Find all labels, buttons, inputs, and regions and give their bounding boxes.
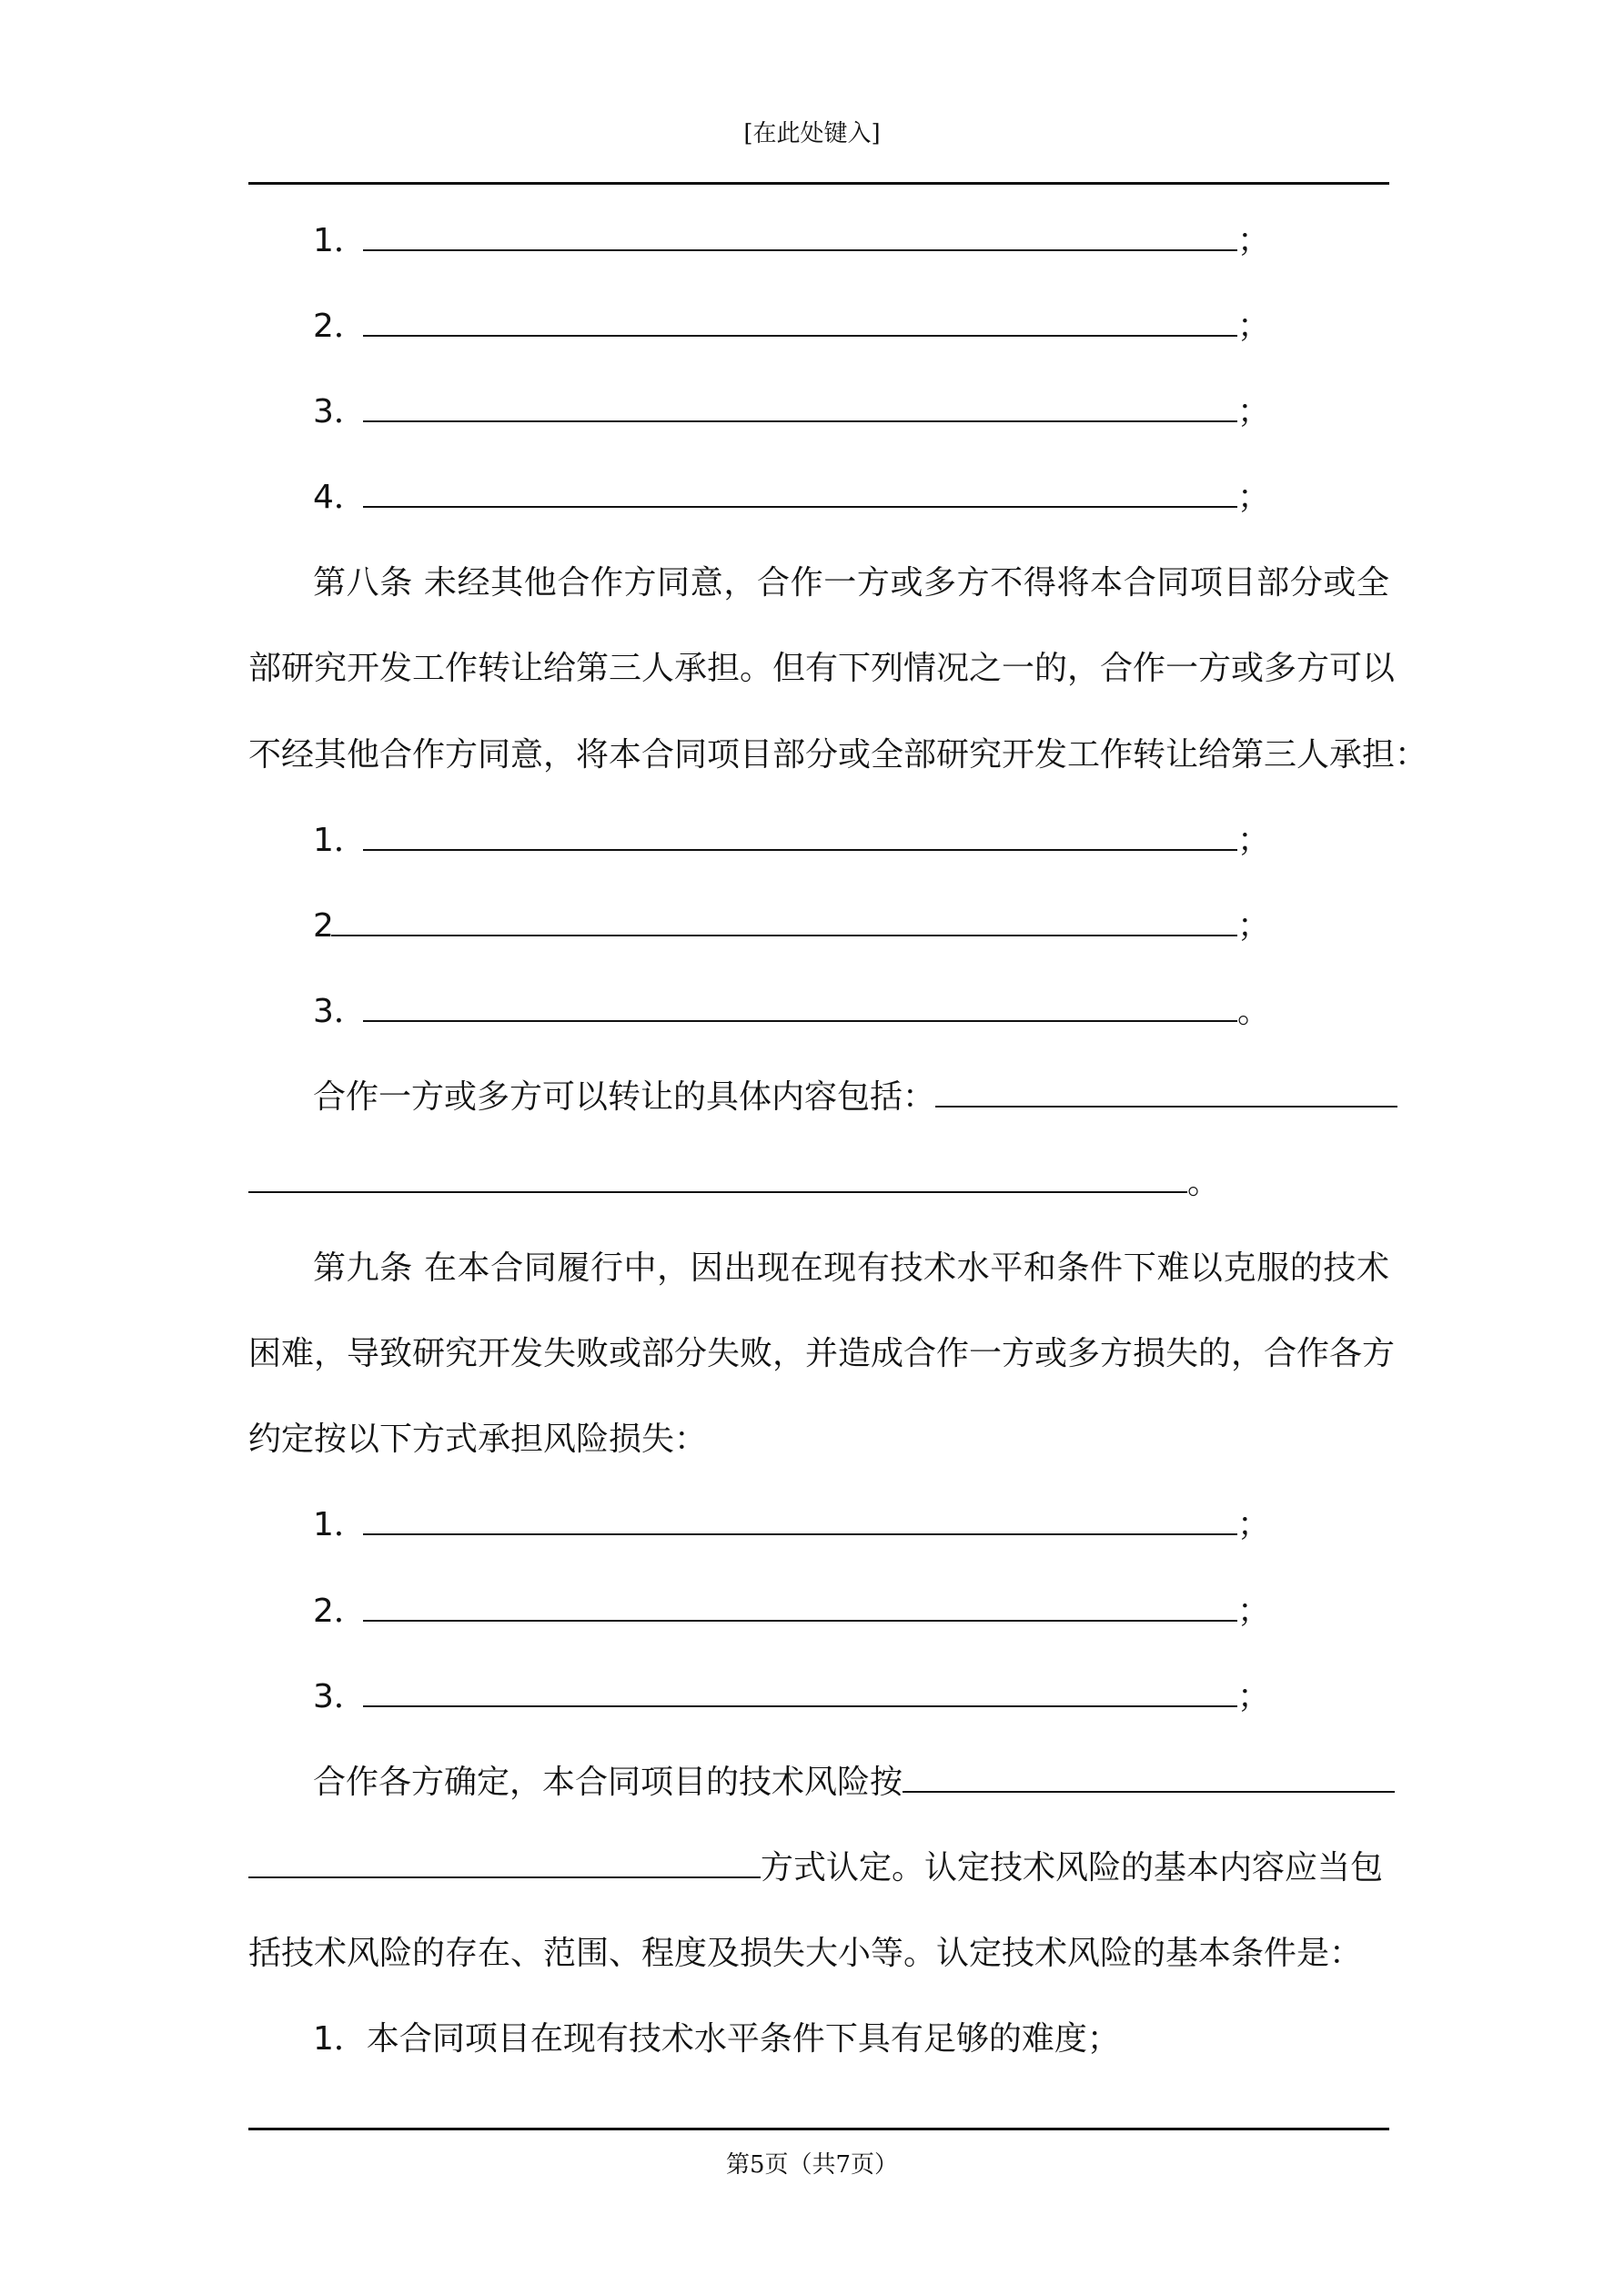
item-end-punct: ； <box>1237 479 1271 517</box>
list2-item <box>248 798 1389 884</box>
item-number: 1． <box>313 1506 367 1544</box>
item-end-punct: 。 <box>1237 992 1271 1030</box>
list2-item <box>248 884 1389 969</box>
risk-condition-1: 1．本合同项目在现有技术水平条件下具有足够的难度； <box>313 2019 1120 2058</box>
risk-line-2 <box>248 1826 1389 1911</box>
item-end-punct: ； <box>1237 393 1271 431</box>
list3-item <box>248 1654 1389 1740</box>
item-end-punct: ； <box>1237 906 1271 945</box>
page-footer: 第5页（共7页） <box>725 2151 899 2179</box>
item-number: 2． <box>313 1592 367 1630</box>
article-9-line-3: 约定按以下方式承担风险损失： <box>248 1421 708 1459</box>
item-number: 2． <box>313 308 367 346</box>
list1-item <box>248 198 1389 284</box>
list1-item <box>248 284 1389 369</box>
footer-rule <box>248 2128 1389 2130</box>
fill-in-blank[interactable] <box>363 308 1237 337</box>
list2-item <box>248 969 1389 1055</box>
item-end-punct: ； <box>1237 821 1271 859</box>
transfer-content-blank-2[interactable] <box>248 1164 1187 1193</box>
risk-line-1 <box>248 1740 1389 1826</box>
item-number: 4． <box>313 479 367 517</box>
article-8-line-1: 第八条 未经其他合作方同意，合作一方或多方不得将本合同项目部分或全 <box>313 564 1389 602</box>
item-end-punct: ； <box>1237 308 1271 346</box>
transfer-content-label: 合作一方或多方可以转让的具体内容包括： <box>313 1077 936 1116</box>
item-number: 2 <box>313 906 334 945</box>
item-end-punct: ； <box>1237 222 1271 259</box>
article-9-line-1: 第九条 在本合同履行中，因出现在现有技术水平和条件下难以克服的技术 <box>313 1249 1389 1288</box>
item-number: 3． <box>313 1677 367 1715</box>
list3-item <box>248 1569 1389 1654</box>
transfer-content-line <box>248 1055 1389 1140</box>
fill-in-blank[interactable] <box>363 993 1237 1022</box>
fill-in-blank[interactable] <box>363 393 1237 422</box>
risk-method-blank[interactable] <box>903 1764 1395 1793</box>
risk-label: 合作各方确定，本合同项目的技术风险按 <box>313 1763 903 1801</box>
list1-item <box>248 455 1389 541</box>
article-8-line-3: 不经其他合作方同意，将本合同项目部分或全部研究开发工作转让给第三人承担： <box>248 735 1428 774</box>
document-body <box>248 198 1428 2082</box>
item-end-punct: ； <box>1237 1592 1271 1630</box>
risk-text: 方式认定。认定技术风险的基本内容应当包 <box>761 1848 1384 1886</box>
fill-in-blank[interactable] <box>331 907 1237 936</box>
fill-in-blank[interactable] <box>363 1678 1237 1707</box>
list3-item <box>248 1482 1389 1568</box>
item-end-punct: ； <box>1237 1506 1271 1544</box>
risk-method-blank-2[interactable] <box>248 1849 761 1878</box>
fill-in-blank[interactable] <box>363 822 1237 851</box>
period: 。 <box>1187 1164 1221 1202</box>
item-number: 3． <box>313 393 367 431</box>
article-8-line-2: 部研究开发工作转让给第三人承担。但有下列情况之一的，合作一方或多方可以 <box>248 650 1396 688</box>
transfer-content-blank[interactable] <box>935 1078 1397 1108</box>
risk-line-3: 括技术风险的存在、范围、程度及损失大小等。认定技术风险的基本条件是： <box>248 1934 1363 1972</box>
transfer-content-line-2 <box>248 1140 1389 1226</box>
fill-in-blank[interactable] <box>363 479 1237 508</box>
item-end-punct: ； <box>1237 1677 1271 1715</box>
article-9-line-2: 困难，导致研究开发失败或部分失败，并造成合作一方或多方损失的，合作各方 <box>248 1335 1396 1373</box>
item-number: 1． <box>313 222 367 259</box>
fill-in-blank[interactable] <box>363 1506 1237 1535</box>
fill-in-blank[interactable] <box>363 1593 1237 1622</box>
item-number: 1． <box>313 821 367 859</box>
header-rule <box>248 182 1389 185</box>
list1-item <box>248 369 1389 455</box>
fill-in-blank[interactable] <box>363 222 1237 251</box>
page-header: [在此处键入] <box>743 120 881 147</box>
item-number: 3． <box>313 992 367 1030</box>
